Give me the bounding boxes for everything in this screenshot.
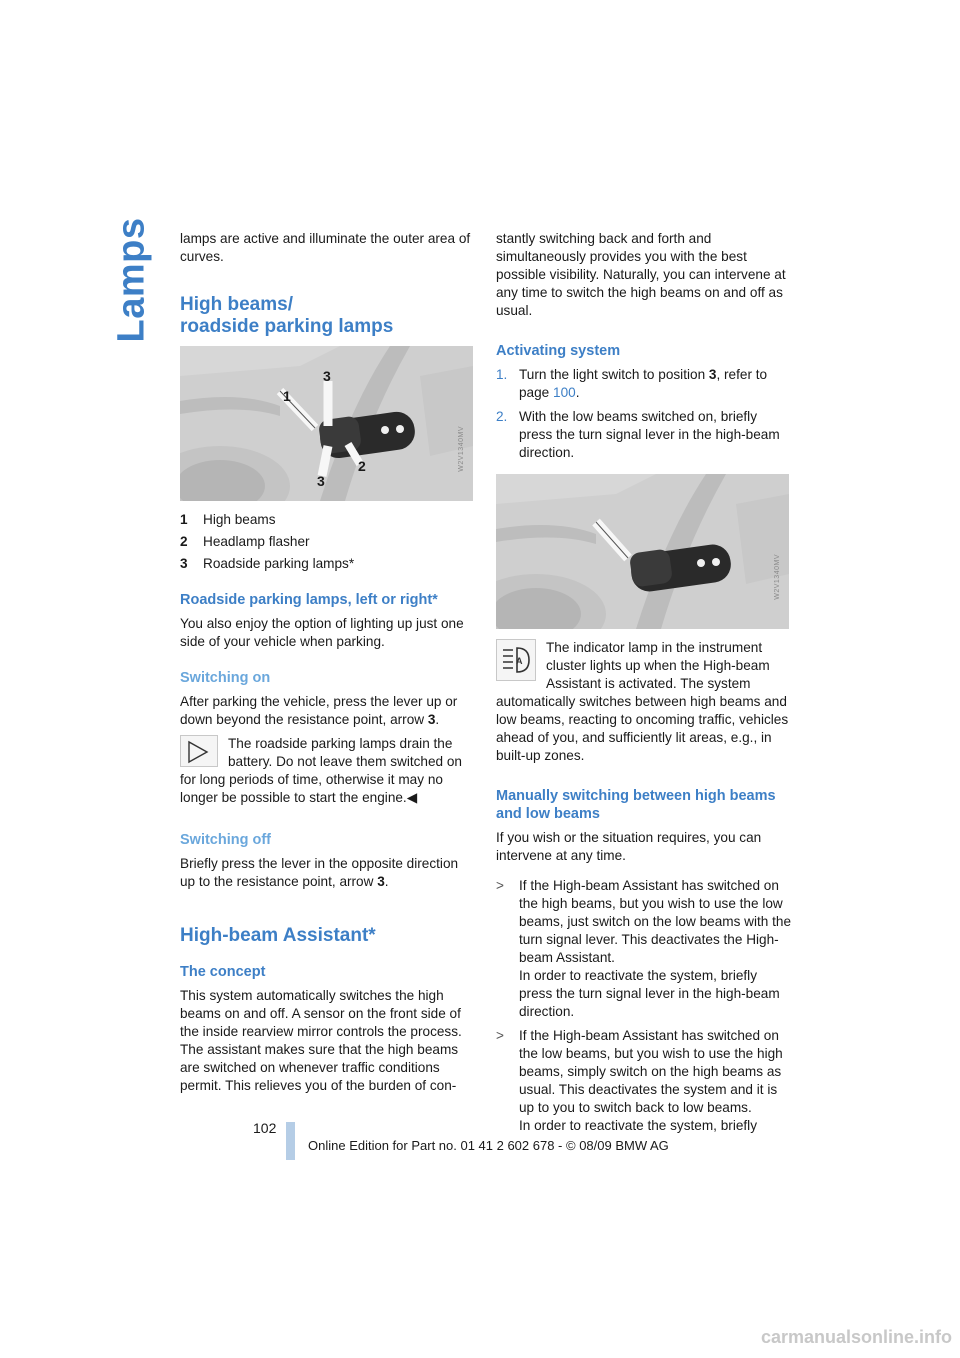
footer-bar xyxy=(286,1122,295,1160)
bullet1-text-a: If the High-beam Assistant has switched on the high beams, but you wish to use the low beams, just switch on the low beams with the turn signal lever. This deactivates the High-beam Assistant. xyxy=(519,878,792,965)
svg-text:A: A xyxy=(516,656,523,666)
step1-text-d: . xyxy=(575,385,580,400)
legend-item xyxy=(180,511,476,529)
step-item xyxy=(496,366,792,402)
switching-off-text-a: Briefly press the lever in the opposite direction up to the resistance point, arrow xyxy=(180,856,459,889)
subheading-manual-switching: Manually switching between high beams and low beams xyxy=(496,788,776,822)
step-number: 2. xyxy=(496,409,508,424)
lever-illustration-1 xyxy=(180,346,473,501)
bullet-item xyxy=(496,877,792,1021)
left-column xyxy=(180,230,476,1107)
caution-text: The roadside parking lamps drain the battery. Do not leave them switched on for long periods of time, otherwise it may no longer be possible to start the engine. xyxy=(180,736,462,805)
svg-text:3: 3 xyxy=(323,368,331,384)
switching-off-text-c: . xyxy=(384,874,389,889)
watermark: carmanualsonline.info xyxy=(760,1327,952,1347)
intro-text: lamps are active and illuminate the outer area of curves. xyxy=(180,231,471,264)
right-column xyxy=(496,230,792,1141)
position-number: 3 xyxy=(708,367,717,382)
svg-text:3: 3 xyxy=(317,473,325,489)
step-item xyxy=(496,408,792,462)
caution-note xyxy=(180,735,476,807)
caution-triangle-icon xyxy=(180,735,218,767)
legend xyxy=(180,511,476,573)
end-mark: ◀ xyxy=(406,790,418,805)
legend-number: 2 xyxy=(180,534,188,549)
manual-text: If you wish or the situation requires, you can intervene at any time. xyxy=(496,830,762,863)
legend-text: Roadside parking lamps* xyxy=(203,556,355,571)
step-text xyxy=(519,366,792,402)
bullet-text xyxy=(519,877,792,1021)
section-title-text: Lamps xyxy=(110,217,153,343)
roadside-text: You also enjoy the option of lighting up just one side of your vehicle when parking. xyxy=(180,616,464,649)
bullet2-text-b: In order to reactivate the system, briefly xyxy=(519,1118,757,1133)
indicator-text: The indicator lamp in the instrument cluster lights up when the High-beam Assistant is activated. The system automatically switches between high beams and low beams, reacting to oncoming traffic, vehicles ahead of you, and sufficiently lit areas, e.g., in built-up zones. xyxy=(496,640,789,763)
figure-code-2: W2V1340MV xyxy=(774,554,781,600)
bullet-mark: > xyxy=(496,878,504,893)
subheading-concept: The concept xyxy=(180,964,266,980)
page-link[interactable]: 100 xyxy=(553,385,576,400)
switching-on-text-c: . xyxy=(435,712,440,727)
page-number: 102 xyxy=(253,1120,277,1136)
continued-text: stantly switching back and forth and simultaneously provides you with the best possible visibility. Naturally, you can intervene at any time to switch the high beams on and off as usual. xyxy=(496,231,786,318)
lever-illustration-2 xyxy=(496,474,789,629)
svg-text:2: 2 xyxy=(358,458,366,474)
subheading-roadside-left-right: Roadside parking lamps, left or right* xyxy=(180,592,438,608)
page-footer xyxy=(253,1112,676,1160)
section-title xyxy=(102,217,162,343)
heading-high-beam-assistant: High-beam Assistant* xyxy=(180,925,376,946)
edition-text: Online Edition for Part no. 01 41 2 602 678 - © 08/09 BMW AG xyxy=(308,1138,669,1153)
bullet-mark: > xyxy=(496,1028,504,1043)
step1-text-a: Turn the light switch to position xyxy=(519,367,709,382)
bullet2-text-a: If the High-beam Assistant has switched on the low beams, but you wish to use the high beams, simply switch on the high beams as usual. This deactivates the system and it is up to you to switch back to low beams. xyxy=(519,1028,783,1115)
heading-high-beams-line2: roadside parking lamps xyxy=(180,316,394,337)
switching-on-text xyxy=(180,693,476,729)
step-number: 1. xyxy=(496,367,508,382)
legend-text: Headlamp flasher xyxy=(203,534,310,549)
arrow-number: 3 xyxy=(427,712,436,727)
lever-figure-1 xyxy=(180,346,473,501)
step-text: With the low beams switched on, briefly press the turn signal lever in the high-beam direction. xyxy=(519,409,780,460)
legend-item xyxy=(180,555,476,573)
subheading-activating-system: Activating system xyxy=(496,343,621,359)
high-beam-assistant-indicator-icon xyxy=(496,639,536,681)
step1-text-c: , refer to page xyxy=(519,367,768,400)
subheading-switching-off: Switching off xyxy=(180,832,272,848)
arrow-number: 3 xyxy=(377,874,385,889)
concept-text: This system automatically switches the high beams on and off. A sensor on the front side of the inside rearview mirror controls the process. The assistant makes sure that the high beams are switched on whenever traffic conditions permit. This relieves you of the burden of con- xyxy=(180,988,462,1093)
switching-off-text xyxy=(180,855,476,891)
switching-on-text-a: After parking the vehicle, press the lever up or down beyond the resistance point, arrow xyxy=(180,694,458,727)
figure-code-1: W2V1340MV xyxy=(458,426,465,472)
svg-text:1: 1 xyxy=(283,388,291,404)
bullet1-text-b: In order to reactivate the system, briefly press the turn signal lever in the high-beam direction. xyxy=(519,968,780,1019)
legend-text: High beams xyxy=(203,512,276,527)
lever-figure-2 xyxy=(496,474,789,629)
legend-item xyxy=(180,533,476,551)
legend-number: 3 xyxy=(180,556,188,571)
legend-number: 1 xyxy=(180,512,188,527)
steps-list xyxy=(496,366,792,462)
heading-high-beams-line1: High beams/ xyxy=(180,294,293,315)
heading-high-beams xyxy=(180,294,476,338)
subheading-switching-on: Switching on xyxy=(180,670,271,686)
indicator-note xyxy=(496,639,792,765)
